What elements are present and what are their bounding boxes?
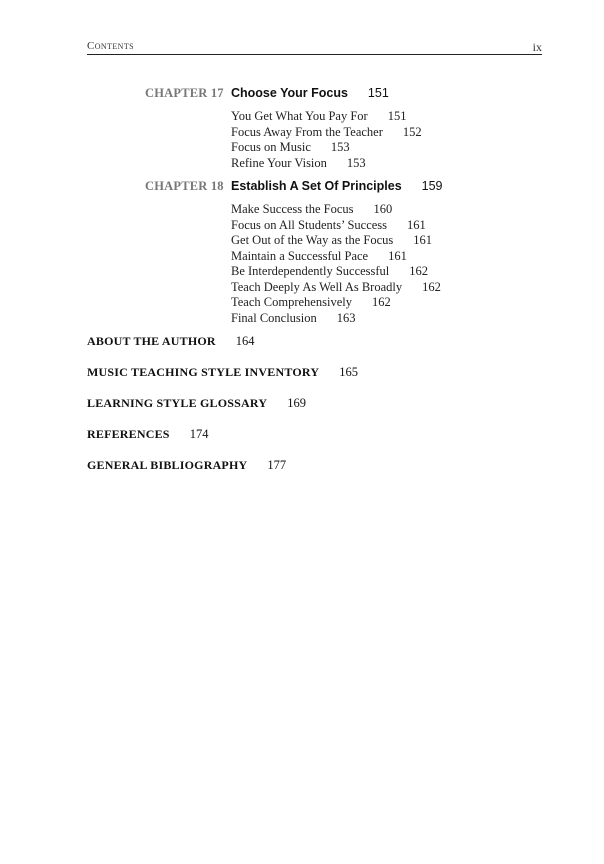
- toc-entry[interactable]: [231, 109, 422, 125]
- chapter-label: CHAPTER 17: [145, 86, 224, 100]
- toc-back-matter-entry[interactable]: [87, 334, 255, 349]
- entry-title: Get Out of the Way as the Focus: [231, 233, 394, 247]
- entry-title: Make Success the Focus: [231, 202, 354, 216]
- entry-title: Focus Away From the Teacher: [231, 124, 383, 139]
- entry-page-number: 162: [409, 264, 429, 278]
- entry-page-number: 161: [388, 248, 407, 263]
- entry-page-number: 161: [413, 233, 433, 247]
- toc-entry[interactable]: [231, 125, 422, 141]
- entry-title: Teach Comprehensively: [231, 295, 352, 309]
- entry-title: Refine Your Vision: [231, 155, 327, 170]
- chapter-label: CHAPTER 18: [145, 179, 224, 193]
- entry-page-number: 163: [336, 310, 356, 325]
- entry-page-number: 161: [407, 217, 426, 232]
- toc-entry[interactable]: [231, 280, 441, 296]
- chapter-title[interactable]: [231, 86, 389, 100]
- entry-title: Maintain a Successful Pace: [231, 248, 369, 263]
- toc-back-matter-entry[interactable]: [87, 396, 306, 411]
- toc-entry[interactable]: [231, 249, 441, 265]
- back-matter-page-number: 165: [339, 365, 358, 379]
- entry-page-number: 153: [346, 155, 366, 170]
- back-matter-title: ABOUT THE AUTHOR: [87, 334, 216, 348]
- back-matter-title: MUSIC TEACHING STYLE INVENTORY: [87, 365, 320, 379]
- toc-entry[interactable]: [231, 233, 441, 249]
- back-matter-page-number: 177: [267, 458, 287, 472]
- toc-entry[interactable]: [231, 295, 441, 311]
- page-number: ix: [532, 40, 542, 54]
- back-matter-title: REFERENCES: [87, 427, 170, 441]
- running-head: [87, 40, 542, 55]
- chapter-title-text: Choose Your Focus: [231, 86, 348, 100]
- entry-page-number: 152: [402, 124, 422, 139]
- section-list: [231, 202, 441, 326]
- running-head-title: Contents: [87, 40, 134, 52]
- back-matter-page-number: 169: [287, 396, 306, 410]
- entry-title: Be Interdependently Successful: [231, 264, 390, 278]
- chapter-title[interactable]: [231, 179, 443, 193]
- entry-title: Final Conclusion: [231, 310, 317, 325]
- back-matter-page-number: 164: [235, 334, 255, 348]
- toc-entry[interactable]: [231, 311, 441, 327]
- toc-entry[interactable]: [231, 202, 441, 218]
- chapter-page-number: 151: [367, 86, 389, 100]
- entry-page-number: 162: [422, 279, 441, 294]
- entry-page-number: 162: [371, 295, 391, 309]
- back-matter-title: LEARNING STYLE GLOSSARY: [87, 396, 268, 410]
- toc-back-matter-entry[interactable]: [87, 458, 286, 473]
- entry-page-number: 151: [387, 109, 407, 123]
- toc-back-matter-entry[interactable]: [87, 427, 208, 442]
- chapter-title-text: Establish A Set Of Principles: [231, 179, 402, 193]
- entry-title: Focus on All Students’ Success: [231, 217, 388, 232]
- toc-back-matter-entry[interactable]: [87, 365, 358, 380]
- entry-title: Teach Deeply As Well As Broadly: [231, 279, 403, 294]
- toc-entry[interactable]: [231, 264, 441, 280]
- section-list: [231, 109, 422, 171]
- entry-title: You Get What You Pay For: [231, 109, 368, 123]
- entry-title: Focus on Music: [231, 140, 311, 154]
- entry-page-number: 153: [330, 140, 350, 154]
- toc-entry[interactable]: [231, 218, 441, 234]
- toc-entry[interactable]: [231, 140, 422, 156]
- back-matter-title: GENERAL BIBLIOGRAPHY: [87, 458, 248, 472]
- entry-page-number: 160: [373, 202, 393, 216]
- back-matter-page-number: 174: [189, 427, 209, 441]
- chapter-page-number: 159: [421, 179, 443, 193]
- toc-entry[interactable]: [231, 156, 422, 172]
